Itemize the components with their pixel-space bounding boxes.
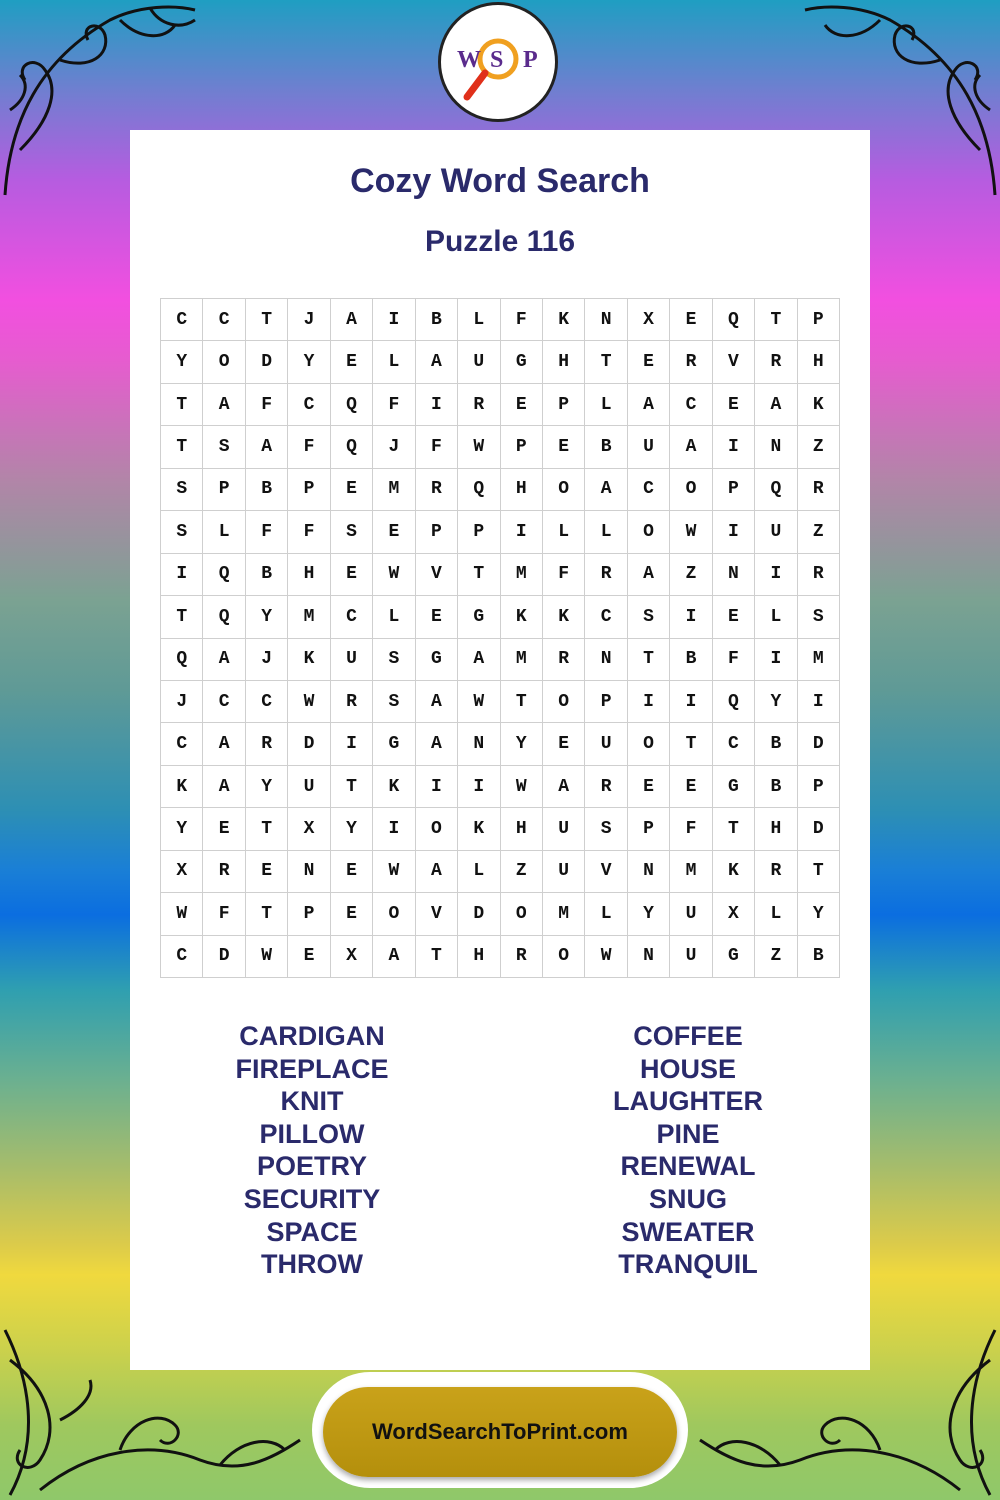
grid-cell[interactable]: W	[288, 681, 330, 723]
grid-cell[interactable]: B	[416, 299, 458, 341]
grid-cell[interactable]: J	[246, 639, 288, 681]
grid-cell[interactable]: A	[585, 469, 627, 511]
grid-cell[interactable]: L	[585, 384, 627, 426]
word-item: KNIT	[280, 1086, 344, 1117]
grid-cell[interactable]: O	[203, 341, 245, 383]
grid-cell[interactable]: R	[585, 766, 627, 808]
grid-cell[interactable]: T	[501, 681, 543, 723]
grid-cell[interactable]: I	[628, 681, 670, 723]
grid-cell[interactable]: X	[331, 936, 373, 978]
grid-cell[interactable]: S	[373, 681, 415, 723]
grid-cell[interactable]: S	[373, 639, 415, 681]
grid-cell[interactable]: B	[585, 426, 627, 468]
grid-cell[interactable]: R	[585, 554, 627, 596]
grid-cell[interactable]: S	[203, 426, 245, 468]
grid-cell[interactable]: Q	[331, 426, 373, 468]
grid-cell[interactable]: E	[331, 341, 373, 383]
grid-cell[interactable]: Q	[713, 681, 755, 723]
grid-cell[interactable]: E	[501, 384, 543, 426]
grid-cell[interactable]: L	[543, 511, 585, 553]
grid-cell[interactable]: W	[670, 511, 712, 553]
grid-cell[interactable]: I	[755, 639, 797, 681]
grid-cell[interactable]: V	[416, 893, 458, 935]
grid-cell[interactable]: R	[543, 639, 585, 681]
grid-cell[interactable]: H	[288, 554, 330, 596]
grid-cell[interactable]: E	[246, 851, 288, 893]
grid-cell[interactable]: Y	[798, 893, 840, 935]
grid-cell[interactable]: F	[543, 554, 585, 596]
grid-cell[interactable]: H	[501, 469, 543, 511]
grid-cell[interactable]: E	[331, 469, 373, 511]
grid-cell[interactable]: I	[161, 554, 203, 596]
grid-cell[interactable]: N	[585, 299, 627, 341]
grid-cell[interactable]: B	[246, 554, 288, 596]
grid-cell[interactable]: I	[373, 299, 415, 341]
grid-cell[interactable]: T	[246, 299, 288, 341]
word-item: POETRY	[256, 1151, 368, 1182]
grid-cell[interactable]: G	[501, 341, 543, 383]
grid-cell[interactable]: R	[331, 681, 373, 723]
grid-cell[interactable]: E	[628, 341, 670, 383]
grid-cell[interactable]: D	[203, 936, 245, 978]
grid-cell[interactable]: B	[670, 639, 712, 681]
logo-letter-s: S	[490, 47, 504, 73]
grid-cell[interactable]: I	[416, 766, 458, 808]
grid-cell[interactable]: X	[161, 851, 203, 893]
grid-cell[interactable]: K	[713, 851, 755, 893]
grid-cell[interactable]: P	[798, 766, 840, 808]
grid-cell[interactable]: U	[331, 639, 373, 681]
grid-cell[interactable]: H	[458, 936, 500, 978]
grid-cell[interactable]: N	[458, 723, 500, 765]
grid-cell[interactable]: Q	[161, 639, 203, 681]
grid-cell[interactable]: Y	[161, 808, 203, 850]
grid-cell[interactable]: H	[501, 808, 543, 850]
grid-cell[interactable]: O	[543, 469, 585, 511]
word-item: RENEWAL	[620, 1151, 756, 1182]
grid-cell[interactable]: A	[755, 384, 797, 426]
grid-cell[interactable]: O	[543, 936, 585, 978]
grid-cell[interactable]: O	[628, 511, 670, 553]
grid-cell[interactable]: T	[798, 851, 840, 893]
grid-cell[interactable]: Y	[628, 893, 670, 935]
grid-cell[interactable]: X	[628, 299, 670, 341]
puzzle-sheet	[130, 130, 870, 1370]
grid-cell[interactable]: B	[755, 723, 797, 765]
grid-cell[interactable]: A	[203, 766, 245, 808]
grid-cell[interactable]: A	[416, 851, 458, 893]
grid-cell[interactable]: U	[288, 766, 330, 808]
grid-cell[interactable]: G	[416, 639, 458, 681]
word-list-right	[538, 1020, 838, 1281]
grid-cell[interactable]: Z	[501, 851, 543, 893]
grid-cell[interactable]: P	[416, 511, 458, 553]
grid-cell[interactable]: E	[713, 596, 755, 638]
grid-cell[interactable]: Q	[203, 596, 245, 638]
grid-cell[interactable]: E	[331, 893, 373, 935]
grid-cell[interactable]: W	[246, 936, 288, 978]
grid-cell[interactable]: A	[203, 639, 245, 681]
grid-cell[interactable]: M	[288, 596, 330, 638]
grid-cell[interactable]: L	[373, 596, 415, 638]
grid-cell[interactable]: A	[458, 639, 500, 681]
grid-cell[interactable]: T	[416, 936, 458, 978]
grid-cell[interactable]: C	[628, 469, 670, 511]
grid-cell[interactable]: E	[373, 511, 415, 553]
grid-cell[interactable]: M	[543, 893, 585, 935]
grid-cell[interactable]: V	[713, 341, 755, 383]
grid-cell[interactable]: G	[373, 723, 415, 765]
grid-cell[interactable]: E	[331, 851, 373, 893]
grid-cell[interactable]: L	[373, 341, 415, 383]
grid-cell[interactable]: M	[670, 851, 712, 893]
grid-cell[interactable]: T	[161, 426, 203, 468]
grid-cell[interactable]: M	[373, 469, 415, 511]
grid-cell[interactable]: C	[246, 681, 288, 723]
grid-cell[interactable]: J	[373, 426, 415, 468]
grid-cell[interactable]: D	[458, 893, 500, 935]
grid-cell[interactable]: O	[543, 681, 585, 723]
grid-cell[interactable]: E	[670, 299, 712, 341]
word-item: FIREPLACE	[235, 1053, 389, 1084]
word-item: SECURITY	[243, 1183, 381, 1214]
grid-cell[interactable]: K	[458, 808, 500, 850]
grid-cell[interactable]: E	[203, 808, 245, 850]
grid-cell[interactable]: T	[161, 596, 203, 638]
grid-cell[interactable]: B	[246, 469, 288, 511]
grid-cell[interactable]: X	[288, 808, 330, 850]
grid-cell[interactable]: W	[458, 681, 500, 723]
grid-cell[interactable]: T	[713, 808, 755, 850]
grid-cell[interactable]: Y	[161, 341, 203, 383]
grid-cell[interactable]: R	[501, 936, 543, 978]
grid-cell[interactable]: S	[798, 596, 840, 638]
grid-cell[interactable]: T	[628, 639, 670, 681]
grid-cell[interactable]: C	[331, 596, 373, 638]
grid-cell[interactable]: A	[203, 723, 245, 765]
grid-cell[interactable]: U	[670, 893, 712, 935]
logo-letter-w: W	[457, 47, 481, 73]
grid-cell[interactable]: T	[670, 723, 712, 765]
grid-cell[interactable]: C	[670, 384, 712, 426]
grid-cell[interactable]: M	[798, 639, 840, 681]
grid-cell[interactable]: V	[585, 851, 627, 893]
grid-cell[interactable]: R	[670, 341, 712, 383]
grid-cell[interactable]: O	[416, 808, 458, 850]
grid-cell[interactable]: O	[670, 469, 712, 511]
grid-cell[interactable]: S	[161, 469, 203, 511]
grid-cell[interactable]: E	[670, 766, 712, 808]
logo-letter-p: P	[523, 47, 538, 73]
word-item: TRANQUIL	[618, 1249, 758, 1280]
grid-cell[interactable]: Q	[331, 384, 373, 426]
grid-cell[interactable]: R	[755, 851, 797, 893]
grid-cell[interactable]: P	[288, 469, 330, 511]
grid-cell[interactable]: F	[670, 808, 712, 850]
grid-cell[interactable]: Z	[670, 554, 712, 596]
grid-cell[interactable]: L	[458, 299, 500, 341]
letter-grid	[160, 298, 840, 978]
grid-cell[interactable]: P	[628, 808, 670, 850]
grid-cell[interactable]: P	[203, 469, 245, 511]
grid-cell[interactable]: T	[246, 893, 288, 935]
grid-cell[interactable]: E	[628, 766, 670, 808]
grid-cell[interactable]: I	[331, 723, 373, 765]
word-item: THROW	[261, 1249, 363, 1280]
grid-cell[interactable]: U	[628, 426, 670, 468]
grid-cell[interactable]: P	[713, 469, 755, 511]
grid-cell[interactable]: C	[203, 681, 245, 723]
grid-cell[interactable]: L	[203, 511, 245, 553]
grid-cell[interactable]: Q	[203, 554, 245, 596]
grid-cell[interactable]: R	[246, 723, 288, 765]
word-item: PINE	[656, 1118, 720, 1149]
grid-cell[interactable]: X	[713, 893, 755, 935]
grid-cell[interactable]: N	[585, 639, 627, 681]
grid-cell[interactable]: P	[798, 299, 840, 341]
grid-cell[interactable]: T	[331, 766, 373, 808]
grid-cell[interactable]: P	[288, 893, 330, 935]
grid-cell[interactable]: A	[628, 384, 670, 426]
website-button[interactable]: WordSearchToPrint.com	[323, 1387, 677, 1477]
grid-cell[interactable]: A	[203, 384, 245, 426]
grid-cell[interactable]: I	[798, 681, 840, 723]
grid-cell[interactable]: L	[458, 851, 500, 893]
word-item: COFFEE	[633, 1021, 743, 1051]
grid-cell[interactable]: F	[288, 426, 330, 468]
grid-cell[interactable]: N	[288, 851, 330, 893]
grid-cell[interactable]: A	[246, 426, 288, 468]
word-list-left	[162, 1020, 462, 1281]
grid-cell[interactable]: R	[755, 341, 797, 383]
grid-cell[interactable]: A	[628, 554, 670, 596]
grid-cell[interactable]: Y	[246, 596, 288, 638]
grid-cell[interactable]: K	[288, 639, 330, 681]
grid-cell[interactable]: Y	[331, 808, 373, 850]
grid-cell[interactable]: R	[416, 469, 458, 511]
grid-cell[interactable]: P	[501, 426, 543, 468]
grid-cell[interactable]: P	[585, 681, 627, 723]
grid-cell[interactable]: N	[713, 554, 755, 596]
grid-cell[interactable]: Y	[755, 681, 797, 723]
grid-cell[interactable]: G	[458, 596, 500, 638]
grid-cell[interactable]: C	[161, 299, 203, 341]
grid-cell[interactable]: J	[161, 681, 203, 723]
grid-cell[interactable]: A	[670, 426, 712, 468]
grid-cell[interactable]: F	[416, 426, 458, 468]
grid-cell[interactable]: A	[373, 936, 415, 978]
grid-cell[interactable]: J	[288, 299, 330, 341]
grid-cell[interactable]: F	[246, 384, 288, 426]
grid-cell[interactable]: K	[501, 596, 543, 638]
grid-cell[interactable]: C	[203, 299, 245, 341]
grid-cell[interactable]: C	[585, 596, 627, 638]
grid-cell[interactable]: V	[416, 554, 458, 596]
grid-cell[interactable]: U	[458, 341, 500, 383]
grid-cell[interactable]: D	[798, 808, 840, 850]
grid-cell[interactable]: F	[373, 384, 415, 426]
grid-cell[interactable]: D	[798, 723, 840, 765]
grid-cell[interactable]: N	[755, 426, 797, 468]
grid-cell[interactable]: L	[755, 893, 797, 935]
grid-cell[interactable]: I	[501, 511, 543, 553]
grid-cell[interactable]: S	[331, 511, 373, 553]
grid-cell[interactable]: L	[585, 893, 627, 935]
grid-cell[interactable]: K	[798, 384, 840, 426]
grid-cell[interactable]: I	[670, 681, 712, 723]
grid-cell[interactable]: P	[543, 384, 585, 426]
grid-cell[interactable]: R	[203, 851, 245, 893]
word-item: PILLOW	[259, 1118, 365, 1149]
grid-cell[interactable]: Y	[246, 766, 288, 808]
grid-cell[interactable]: Z	[798, 511, 840, 553]
grid-cell[interactable]: W	[161, 893, 203, 935]
grid-cell[interactable]: O	[373, 893, 415, 935]
grid-cell[interactable]: I	[713, 426, 755, 468]
grid-cell[interactable]: M	[501, 554, 543, 596]
grid-cell[interactable]: G	[713, 936, 755, 978]
grid-cell[interactable]: F	[203, 893, 245, 935]
grid-cell[interactable]: Q	[713, 299, 755, 341]
grid-cell[interactable]: E	[331, 554, 373, 596]
grid-cell[interactable]: Q	[458, 469, 500, 511]
grid-cell[interactable]: R	[458, 384, 500, 426]
word-item: SWEATER	[621, 1216, 755, 1247]
grid-cell[interactable]: U	[543, 808, 585, 850]
grid-cell[interactable]: S	[585, 808, 627, 850]
grid-cell[interactable]: A	[543, 766, 585, 808]
site-logo[interactable]	[438, 2, 558, 122]
grid-cell[interactable]: A	[416, 723, 458, 765]
grid-cell[interactable]: G	[713, 766, 755, 808]
grid-cell[interactable]: W	[373, 554, 415, 596]
grid-cell[interactable]: W	[373, 851, 415, 893]
grid-cell[interactable]: I	[458, 766, 500, 808]
grid-cell[interactable]: Y	[501, 723, 543, 765]
grid-cell[interactable]: A	[331, 299, 373, 341]
grid-cell[interactable]: I	[713, 511, 755, 553]
grid-cell[interactable]: W	[585, 936, 627, 978]
grid-cell[interactable]: K	[543, 596, 585, 638]
grid-cell[interactable]: K	[161, 766, 203, 808]
word-item: LAUGHTER	[613, 1086, 763, 1117]
grid-cell[interactable]: K	[373, 766, 415, 808]
grid-cell[interactable]: F	[288, 511, 330, 553]
grid-cell[interactable]: C	[713, 723, 755, 765]
grid-cell[interactable]: T	[458, 554, 500, 596]
grid-cell[interactable]: P	[458, 511, 500, 553]
grid-cell[interactable]: Z	[755, 936, 797, 978]
grid-cell[interactable]: B	[798, 936, 840, 978]
grid-cell[interactable]: D	[246, 341, 288, 383]
grid-cell[interactable]: E	[713, 384, 755, 426]
grid-cell[interactable]: O	[628, 723, 670, 765]
grid-cell[interactable]: I	[670, 596, 712, 638]
grid-cell[interactable]: R	[798, 554, 840, 596]
grid-cell[interactable]: F	[246, 511, 288, 553]
grid-cell[interactable]: S	[628, 596, 670, 638]
grid-cell[interactable]: T	[161, 384, 203, 426]
page-title: Cozy Word Search	[350, 162, 650, 200]
grid-cell[interactable]: T	[755, 299, 797, 341]
grid-cell[interactable]: T	[585, 341, 627, 383]
grid-cell[interactable]: C	[161, 723, 203, 765]
grid-cell[interactable]: H	[798, 341, 840, 383]
grid-cell[interactable]: B	[755, 766, 797, 808]
grid-cell[interactable]: Z	[798, 426, 840, 468]
grid-cell[interactable]: F	[713, 639, 755, 681]
grid-cell[interactable]: U	[670, 936, 712, 978]
grid-cell[interactable]: T	[246, 808, 288, 850]
grid-cell[interactable]: W	[458, 426, 500, 468]
grid-cell[interactable]: U	[755, 511, 797, 553]
grid-cell[interactable]: O	[501, 893, 543, 935]
puzzle-number: Puzzle 116	[424, 225, 576, 258]
grid-cell[interactable]: H	[755, 808, 797, 850]
grid-cell[interactable]: S	[161, 511, 203, 553]
grid-cell[interactable]: A	[416, 341, 458, 383]
magnifier-icon	[443, 7, 553, 117]
grid-cell[interactable]: U	[543, 851, 585, 893]
grid-cell[interactable]: F	[501, 299, 543, 341]
grid-cell[interactable]: C	[288, 384, 330, 426]
grid-cell[interactable]: Y	[288, 341, 330, 383]
grid-cell[interactable]: H	[543, 341, 585, 383]
grid-cell[interactable]: M	[501, 639, 543, 681]
grid-cell[interactable]: E	[543, 723, 585, 765]
grid-cell[interactable]: L	[755, 596, 797, 638]
grid-cell[interactable]: E	[288, 936, 330, 978]
grid-cell[interactable]: E	[416, 596, 458, 638]
word-item: SPACE	[266, 1216, 358, 1247]
grid-cell[interactable]: C	[161, 936, 203, 978]
grid-cell[interactable]: W	[501, 766, 543, 808]
grid-cell[interactable]: D	[288, 723, 330, 765]
grid-cell[interactable]: I	[416, 384, 458, 426]
grid-cell[interactable]: U	[585, 723, 627, 765]
grid-cell[interactable]: A	[416, 681, 458, 723]
grid-cell[interactable]: R	[798, 469, 840, 511]
grid-cell[interactable]: K	[543, 299, 585, 341]
grid-cell[interactable]: I	[373, 808, 415, 850]
grid-cell[interactable]: E	[543, 426, 585, 468]
grid-cell[interactable]: L	[585, 511, 627, 553]
word-item: CARDIGAN	[239, 1021, 385, 1051]
word-item: HOUSE	[639, 1053, 737, 1084]
grid-cell[interactable]: N	[628, 936, 670, 978]
word-item: SNUG	[648, 1183, 727, 1214]
grid-cell[interactable]: N	[628, 851, 670, 893]
grid-cell[interactable]: I	[755, 554, 797, 596]
grid-cell[interactable]: Q	[755, 469, 797, 511]
